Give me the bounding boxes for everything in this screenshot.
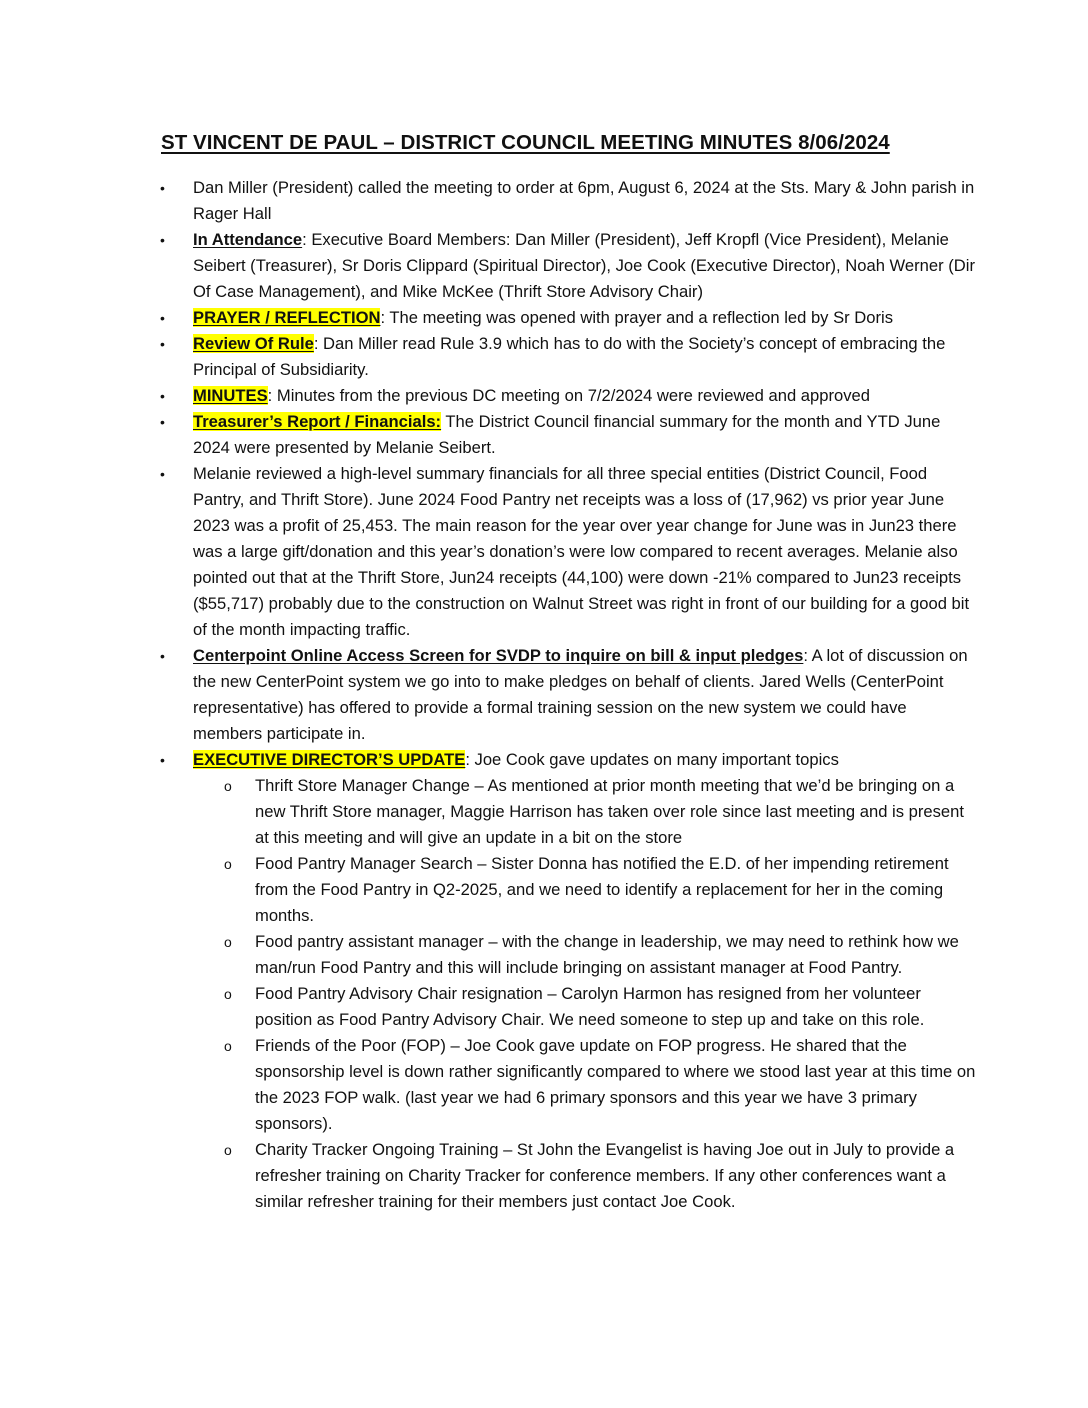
sub-item-assistant-manager — [192, 929, 976, 981]
sub-item-text: Charity Tracker Ongoing Training – St John the Evangelist is having Joe out in July to provide a refresher training on Charity Tracker for conference members. If any other conferences want a similar refresher training for their members just contact Joe Cook. — [255, 1140, 955, 1211]
item-text: Dan Miller (President) called the meeting to order at 6pm, August 6, 2024 at the Sts. Mary & John parish in Rager Hall — [193, 178, 975, 223]
sub-item-text: Food Pantry Advisory Chair resignation – Carolyn Harmon has resigned from her volunteer position as Food Pantry Advisory Chair. We need someone to step up and take on this role. — [255, 984, 925, 1029]
sub-item-food-pantry-manager-search — [192, 851, 976, 929]
item-label-highlighted: Review Of Rule — [193, 334, 314, 353]
item-text: : Executive Board Members: Dan Miller (President), Jeff Kropfl (Vice President), Melanie Seibert (Treasurer), Sr Doris Clippard (Spiritual Director), Joe Cook (Executive Director), Noah Werner (Dir Of Case Management), and Mike McKee (Thrift Store Advisory Chair) — [193, 230, 975, 301]
circle-bullet-icon: o — [224, 1142, 232, 1158]
list-item-centerpoint — [0, 643, 1088, 747]
circle-bullet-icon: o — [224, 1038, 232, 1054]
bullet-icon: • — [160, 466, 165, 482]
item-text: : Minutes from the previous DC meeting on 7/2/2024 were reviewed and approved — [267, 386, 870, 405]
update-sub-list — [193, 773, 976, 1215]
list-item-prayer — [0, 305, 1088, 331]
sub-item-text: Friends of the Poor (FOP) – Joe Cook gave update on FOP progress. He shared that the sponsorship level is down rather significantly compared to where we stood last year at this time on the 2023 FOP walk. (last year we had 6 primary sponsors and this year we have 3 primary sponsors). — [255, 1036, 976, 1133]
sub-item-text: Thrift Store Manager Change – As mentioned at prior month meeting that we’d be bringing on a new Thrift Store manager, Maggie Harrison has taken over role since last meeting and is present at this meeting and will give an update in a bit on the store — [255, 776, 964, 847]
sub-item-thrift-store-manager — [192, 773, 976, 851]
bullet-icon: • — [160, 232, 165, 248]
item-label-highlighted: MINUTES — [193, 386, 268, 405]
item-text: : A lot of discussion on the new CenterPoint system we go into to make pledges on behalf of clients. Jared Wells (CenterPoint representative) has offered to provide a formal training session on the new system we could have members participate in. — [193, 646, 968, 743]
bullet-icon: • — [160, 310, 165, 326]
bullet-icon: • — [160, 336, 165, 352]
sub-item-text: Food pantry assistant manager – with the change in leadership, we may need to rethink how we man/run Food Pantry and this will include bringing on assistant manager at Food Pantry. — [255, 932, 959, 977]
item-label-highlighted: EXECUTIVE DIRECTOR’S UPDATE — [193, 750, 466, 769]
item-label: In Attendance — [193, 230, 303, 249]
bullet-icon: • — [160, 180, 165, 196]
minutes-list — [0, 175, 1088, 1215]
sub-item-charity-tracker-training — [192, 1137, 976, 1215]
item-label: Centerpoint Online Access Screen for SVDP to inquire on bill & input pledges — [193, 646, 804, 665]
list-item-attendance — [0, 227, 1088, 305]
item-text: : The meeting was opened with prayer and a reflection led by Sr Doris — [380, 308, 894, 327]
sub-item-text: Food Pantry Manager Search – Sister Donna has notified the E.D. of her impending retirement from the Food Pantry in Q2-2025, and we need to identify a replacement for her in the coming months. — [255, 854, 949, 925]
bullet-icon: • — [160, 752, 165, 768]
circle-bullet-icon: o — [224, 856, 232, 872]
sub-item-friends-of-the-poor — [192, 1033, 976, 1137]
list-item-financial-summary — [0, 461, 1088, 643]
item-text: : Joe Cook gave updates on many important topics — [465, 750, 839, 769]
circle-bullet-icon: o — [224, 778, 232, 794]
list-item-call-to-order — [0, 175, 1088, 227]
item-text: : Dan Miller read Rule 3.9 which has to do with the Society’s concept of embracing the Principal of Subsidiarity. — [193, 334, 946, 379]
list-item-review-of-rule — [0, 331, 1088, 383]
list-item-treasurer-report — [0, 409, 1088, 461]
list-item-executive-director-update — [0, 747, 1088, 1215]
item-label-highlighted: PRAYER / REFLECTION — [193, 308, 381, 327]
circle-bullet-icon: o — [224, 986, 232, 1002]
page-title: ST VINCENT DE PAUL – DISTRICT COUNCIL MEETING MINUTES 8/06/2024 — [161, 131, 890, 154]
item-text: The District Council financial summary for the month and YTD June 2024 were presented by Melanie Seibert. — [193, 412, 941, 457]
item-label-highlighted: Treasurer’s Report / Financials: — [193, 412, 442, 431]
sub-item-advisory-chair-resignation — [192, 981, 976, 1033]
bullet-icon: • — [160, 648, 165, 664]
item-text: Melanie reviewed a high-level summary financials for all three special entities (District Council, Food Pantry, and Thrift Store). June 2024 Food Pantry net receipts was a loss of (17,962) vs prior year June 2023 was a profit of 25,453. The main reason for the year over year change for June was in Jun23 there was a large gift/donation and this year’s donation’s were low compared to recent averages. Melanie also pointed out that at the Thrift Store, Jun24 receipts (44,100) were down -21% compared to Jun23 receipts ($55,717) probably due to the construction on Walnut Street was right in front of our building for a good bit of the month impacting traffic. — [193, 464, 970, 639]
bullet-icon: • — [160, 388, 165, 404]
circle-bullet-icon: o — [224, 934, 232, 950]
list-item-minutes — [0, 383, 1088, 409]
bullet-icon: • — [160, 414, 165, 430]
